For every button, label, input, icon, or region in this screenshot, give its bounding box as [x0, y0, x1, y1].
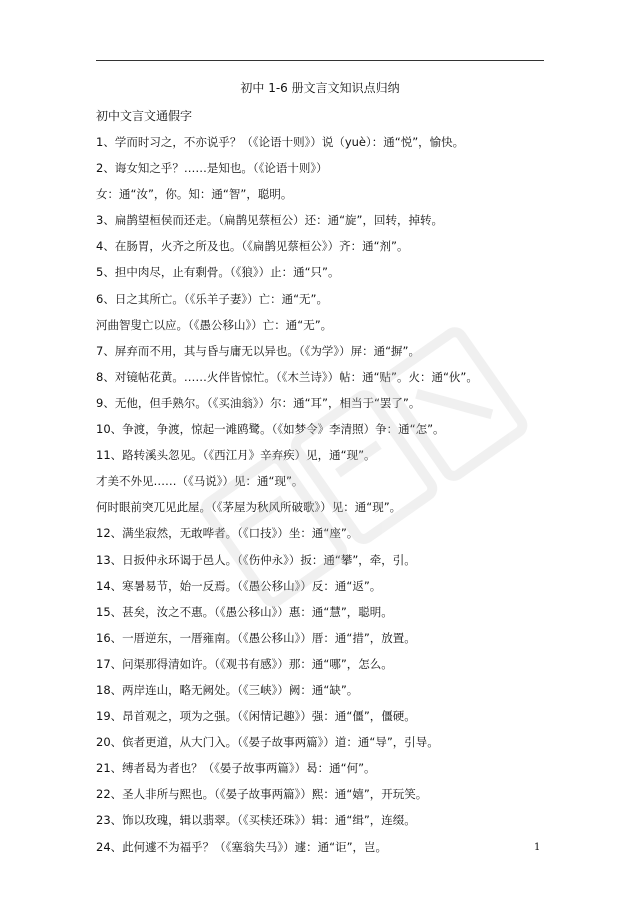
- entry-line: 2、诲女知之乎？……是知也。（《论语十则》）: [96, 161, 328, 176]
- entry-line: 15、甚矣，汝之不惠。（《愚公移山》）惠：通“慧”，聪明。: [96, 604, 393, 619]
- entry-line: 24、此何遽不为福乎？（《塞翁失马》）遽：通“讵”，岂。: [96, 839, 388, 854]
- document-body: [96, 108, 556, 865]
- entry-line: 3、扁鹊望桓侯而还走。（扁鹊见蔡桓公）还：通“旋”，回转，掉转。: [96, 213, 443, 228]
- entry-line: 16、一厝逆东，一厝雍南。（《愚公移山》）厝：通“措”，放置。: [96, 630, 416, 645]
- entry-line: 21、缚者曷为者也？（《晏子故事两篇》）曷：通“何”。: [96, 761, 376, 776]
- page-number: 1: [534, 842, 541, 853]
- entry-line: 22、圣人非所与熙也。（《晏子故事两篇》）熙：通“嬉”，开玩笑。: [96, 787, 428, 802]
- entry-line: 18、两岸连山，略无阙处。（《三峡》）阙：通“缺”。: [96, 682, 359, 697]
- document-title: 初中 1-6 册文言文知识点归纳: [240, 81, 400, 95]
- entry-line: 12、满坐寂然，无敢哗者。（《口技》）坐：通“座”。: [96, 526, 359, 541]
- entry-line: 女：通“汝”，你。知：通“智”，聪明。: [96, 187, 293, 202]
- entry-line: 13、日扳仲永环谒于邑人。（《伤仲永》）扳：通“攀”，牵，引。: [96, 552, 416, 567]
- entry-line: 河曲智叟亡以应。（《愚公移山》）亡：通“无”。: [96, 317, 333, 332]
- entry-line: 才美不外见……（《马说》）见：通“现”。: [96, 474, 304, 489]
- entry-line: 7、屏弃而不用，其与昏与庸无以异也。（《为学》）屏：通“摒”。: [96, 343, 420, 358]
- entry-line: 10、争渡，争渡，惊起一滩鸥鹭。（《如梦令》李清照）争：通“怎”。: [96, 422, 445, 437]
- entry-line: 23、饰以玫瑰，辑以翡翠。（《买椟还珠》）辑：通“缉”，连缀。: [96, 813, 416, 828]
- entry-line: 4、在肠胃，火齐之所及也。（《扁鹊见蔡桓公》）齐：通“剂”。: [96, 239, 409, 254]
- entry-line: 6、日之其所亡。（《乐羊子妻》）亡：通“无”。: [96, 291, 328, 306]
- entry-line: 9、无他，但手熟尔。（《买油翁》）尔：通“耳”，相当于“罢了”。: [96, 395, 421, 410]
- entry-line: 11、路转溪头忽见。（《西江月》辛弃疾）见，通“现”。: [96, 448, 376, 463]
- entry-line: 8、对镜帖花黄。……火伴皆惊忙。（《木兰诗》）帖：通“贴”。火：通“伙”。: [96, 369, 478, 384]
- header-rule: [96, 60, 544, 61]
- entry-line: 何时眼前突兀见此屋。（《茅屋为秋风所破歌》）见：通“现”。: [96, 500, 402, 515]
- entry-line: 5、担中肉尽，止有剩骨。（《狼》）止：通“只”。: [96, 265, 340, 280]
- section-title: 初中文言文通假字: [96, 109, 193, 123]
- entry-list: [96, 134, 556, 865]
- entry-line: 17、问渠那得清如许。（《观书有感》）那：通“哪”，怎么。: [96, 656, 393, 671]
- entry-line: 1、学而时习之，不亦说乎？（《论语十则》）说（yuè）：通“悦”，愉快。: [96, 135, 465, 149]
- entry-line: 20、傧者更道，从大门入。（《晏子故事两篇》）道：通“导”，引导。: [96, 735, 439, 750]
- entry-line: 19、昂首观之，项为之强。（《闲情记趣》）强：通“僵”，僵硬。: [96, 709, 416, 724]
- entry-line: 14、寒暑易节，始一反焉。（《愚公移山》）反：通“返”。: [96, 578, 382, 593]
